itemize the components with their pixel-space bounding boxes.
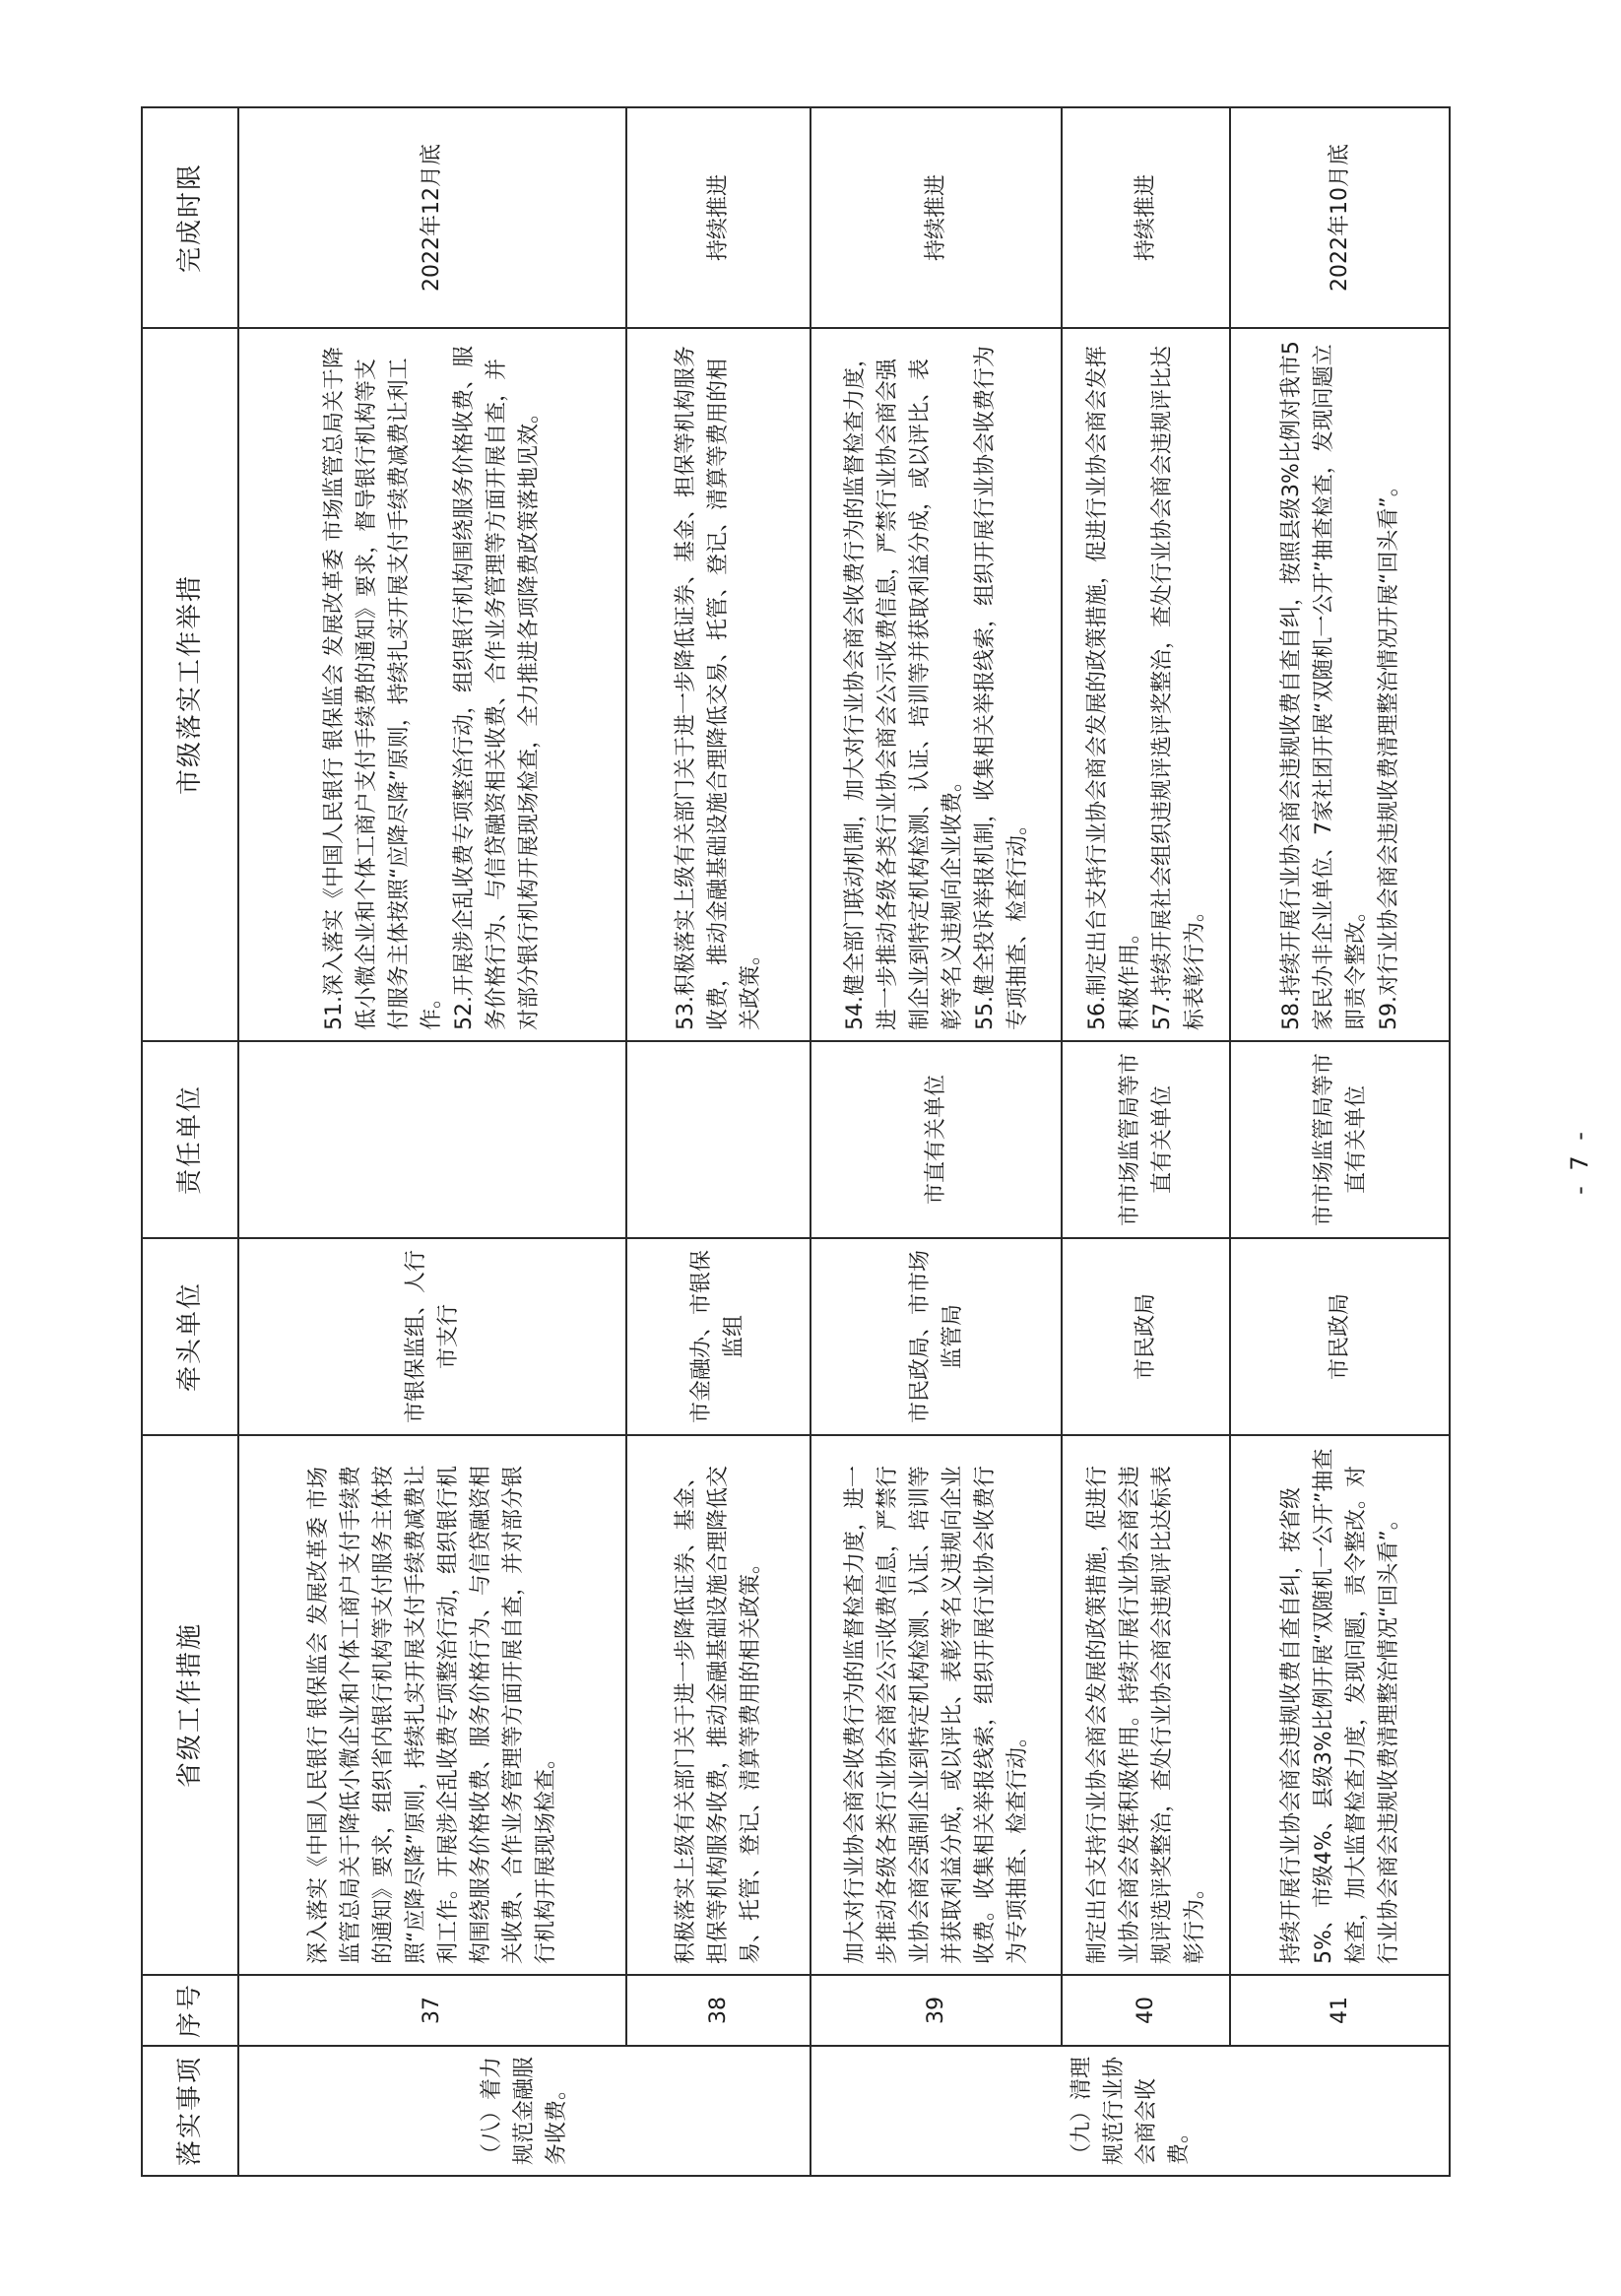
table-header-row bbox=[142, 107, 238, 2176]
city-measure-item: 51.深入落实《中国人民银行 银保监会 发展改革委 市场监管总局关于降低小微企业和个体工商户支付手续费的通知》要求，督导银行机构等支付服务主体按照“应降尽降”原则，持续扎实开展支付手续费减费让利工作。 bbox=[322, 347, 445, 1030]
provincial-measure: 制定出台支持行业协会商会发展的政策措施，促进行业协会商会发挥积极作用。持续开展行业协会商会违规评选评奖整治，查处行业协会商会违规评比达标表彰行为。 bbox=[1062, 1435, 1230, 1975]
lead-unit: 市民政局 bbox=[1062, 1238, 1230, 1435]
table-row-40 bbox=[1062, 107, 1230, 2176]
city-measure bbox=[1062, 328, 1230, 1041]
row-number: 37 bbox=[238, 1975, 626, 2046]
deadline: 2022年10月底 bbox=[1230, 107, 1450, 328]
provincial-measure: 积极落实上级有关部门关于进一步降低证券、基金、担保等机构服务收费，推动金融基础设施合理降低交易、托管、登记、清算等费用的相关政策。 bbox=[626, 1435, 810, 1975]
city-measure-item: 58.持续开展行业协会商会违规收费自查自纠，按照县级3%比例对我市5家民办非企业单位、7家社团开展“双随机一公开”抽查检查，发现问题立即责令整改。 bbox=[1278, 341, 1369, 1030]
table-row-39 bbox=[810, 107, 1062, 2176]
responsible-unit: 市市场监管局等市直有关单位 bbox=[1230, 1041, 1450, 1238]
city-measure-item: 55.健全投诉举报机制，收集相关举报线索，组织开展行业协会收费行为专项抽查、检查行动。 bbox=[972, 346, 1030, 1030]
page-number: - 7 - bbox=[1565, 1128, 1593, 1195]
header-deadline: 完成时限 bbox=[142, 107, 238, 328]
policy-table bbox=[141, 106, 1451, 2177]
provincial-measure: 加大对行业协会商会收费行为的监督检查力度，进一步推动各级各类行业协会商会公示收费信息，严禁行业协会商会强制企业到特定机构检测、认证、培训等并获取利益分成，或以评比、表彰等名义违规向企业收费。收集相关举报线索，组织开展行业协会收费行为专项抽查、检查行动。 bbox=[810, 1435, 1062, 1975]
responsible-unit: 市市场监管局等市直有关单位 bbox=[1062, 1041, 1230, 1238]
lead-unit: 市银保监组、人行市支行 bbox=[238, 1238, 626, 1435]
deadline: 持续推进 bbox=[626, 107, 810, 328]
provincial-measure: 深入落实《中国人民银行 银保监会 发展改革委 市场监管总局关于降低小微企业和个体工商户支付手续费的通知》要求，组织省内银行机构等支付服务主体按照“应降尽降”原则，持续扎实开展支付手续费减费让利工作。开展涉企乱收费专项整治行动，组织银行机构围绕服务价格收费、服务价格行为、与信贷融资相关收费、合作业务管理等方面开展自查，并对部分银行机构开展现场检查。 bbox=[238, 1435, 626, 1975]
header-item: 落实事项 bbox=[142, 2046, 238, 2176]
city-measure-item: 59.对行业协会商会违规收费清理整治情况开展“回头看”。 bbox=[1376, 475, 1401, 1030]
city-measure-item: 54.健全部门联动机制，加大对行业协会商会收费行为的监督检查力度，进一步推动各级各类行业协会商会公示收费信息，严禁行业协会商会强制企业到特定机构检测、认证、培训等并获取利益分成，或以评比、表彰等名义违规向企业收费。 bbox=[842, 346, 965, 1030]
responsible-unit bbox=[626, 1041, 810, 1238]
policy-table-rotated bbox=[141, 108, 1451, 2177]
city-measure bbox=[238, 328, 626, 1041]
deadline: 持续推进 bbox=[810, 107, 1062, 328]
deadline: 2022年12月底 bbox=[238, 107, 626, 328]
city-measure bbox=[626, 328, 810, 1041]
deadline: 持续推进 bbox=[1062, 107, 1230, 328]
city-measure-item: 56.制定出台支持行业协会商会发展的政策措施，促进行业协会商会发挥积极作用。 bbox=[1084, 346, 1142, 1030]
header-num: 序号 bbox=[142, 1975, 238, 2046]
table-row-37 bbox=[238, 107, 626, 2176]
row-number: 41 bbox=[1230, 1975, 1450, 2046]
city-measure-item: 57.持续开展社会组织违规评选评奖整治，查处行业协会商会违规评比达标表彰行为。 bbox=[1149, 346, 1207, 1030]
responsible-unit bbox=[238, 1041, 626, 1238]
provincial-measure: 持续开展行业协会商会违规收费自查自纠，按省级5%、市级4%、县级3%比例开展“双随机一公开”抽查检查，加大监督检查力度，发现问题，责令整改。对行业协会商会违规收费清理整治情况“回头看”。 bbox=[1230, 1435, 1450, 1975]
header-city: 市级落实工作举措 bbox=[142, 328, 238, 1041]
header-prov: 省级工作措施 bbox=[142, 1435, 238, 1975]
city-measure bbox=[1230, 328, 1450, 1041]
table-row-41 bbox=[1230, 107, 1450, 2176]
table-row-38 bbox=[626, 107, 810, 2176]
lead-unit: 市金融办、市银保监组 bbox=[626, 1238, 810, 1435]
row-number: 39 bbox=[810, 1975, 1062, 2046]
row-number: 40 bbox=[1062, 1975, 1230, 2046]
lead-unit: 市民政局、市市场监管局 bbox=[810, 1238, 1062, 1435]
header-resp: 责任单位 bbox=[142, 1041, 238, 1238]
city-measure-item: 53.积极落实上级有关部门关于进一步降低证券、基金、担保等机构服务收费，推动金融基础设施合理降低交易、托管、登记、清算等费用的相关政策。 bbox=[673, 346, 763, 1030]
group-label-8: （八）着力规范金融服务收费。 bbox=[238, 2046, 810, 2176]
group-label-9: （九）清理规范行业协会商会收费。 bbox=[810, 2046, 1450, 2176]
city-measure-item: 52.开展涉企乱收费专项整治行动，组织银行机构围绕服务价格收费、服务价格行为、与信贷融资相关收费、合作业务管理等方面开展自查，并对部分银行机构开展现场检查，全力推进各项降费政策落地见效。 bbox=[452, 346, 543, 1030]
responsible-unit: 市直有关单位 bbox=[810, 1041, 1062, 1238]
row-number: 38 bbox=[626, 1975, 810, 2046]
header-lead: 牵头单位 bbox=[142, 1238, 238, 1435]
city-measure bbox=[810, 328, 1062, 1041]
lead-unit: 市民政局 bbox=[1230, 1238, 1450, 1435]
